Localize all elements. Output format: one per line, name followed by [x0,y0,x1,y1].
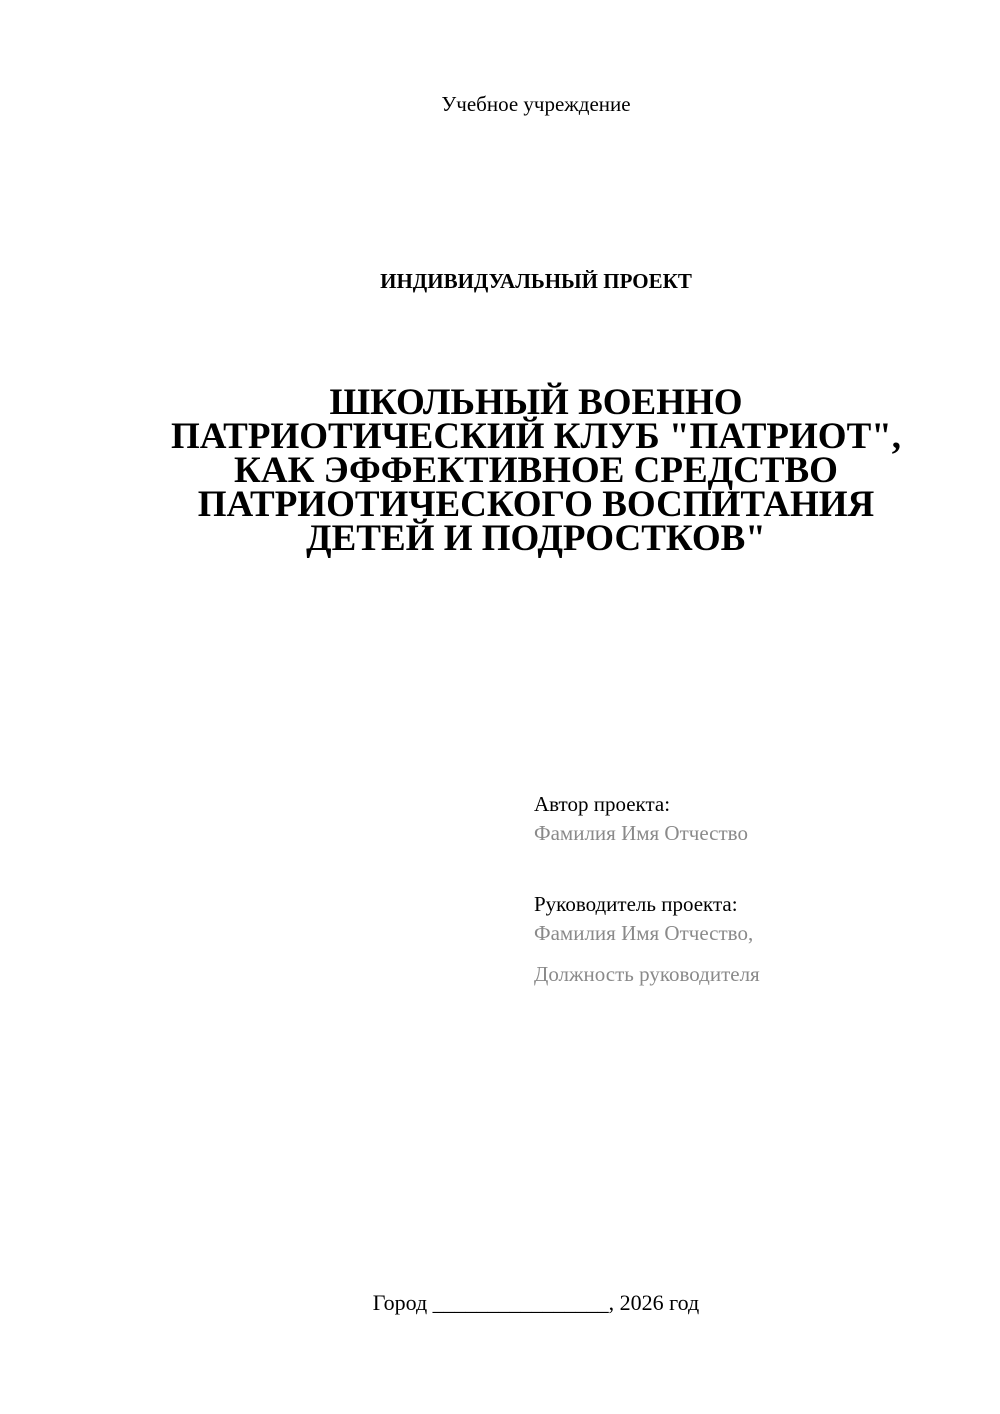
project-title-line: КАК ЭФФЕКТИВНОЕ СРЕДСТВО [234,450,838,491]
author-label: Автор проекта: [534,792,671,816]
author-name: Фамилия Имя Отчество [534,821,748,845]
institution-name: Учебное учреждение [441,92,631,116]
project-credits [534,790,974,989]
supervisor-position: Должность руководителя [534,962,760,986]
project-title-line: ПАТРИОТИЧЕСКИЙ КЛУБ "ПАТРИОТ", [170,416,902,457]
project-title-line: ДЕТЕЙ И ПОДРОСТКОВ" [306,518,766,559]
supervisor-name: Фамилия Имя Отчество, [534,921,754,945]
project-title-line: ПАТРИОТИЧЕСКОГО ВОСПИТАНИЯ [197,484,875,525]
city-year-footer: Город ________________, 2026 год [372,1290,700,1315]
project-title-line: ШКОЛЬНЫЙ ВОЕННО [329,382,743,423]
document-type: ИНДИВИДУАЛЬНЫЙ ПРОЕКТ [380,269,692,293]
supervisor-label: Руководитель проекта: [534,892,738,916]
project-title [80,382,992,559]
spacer [534,848,974,890]
